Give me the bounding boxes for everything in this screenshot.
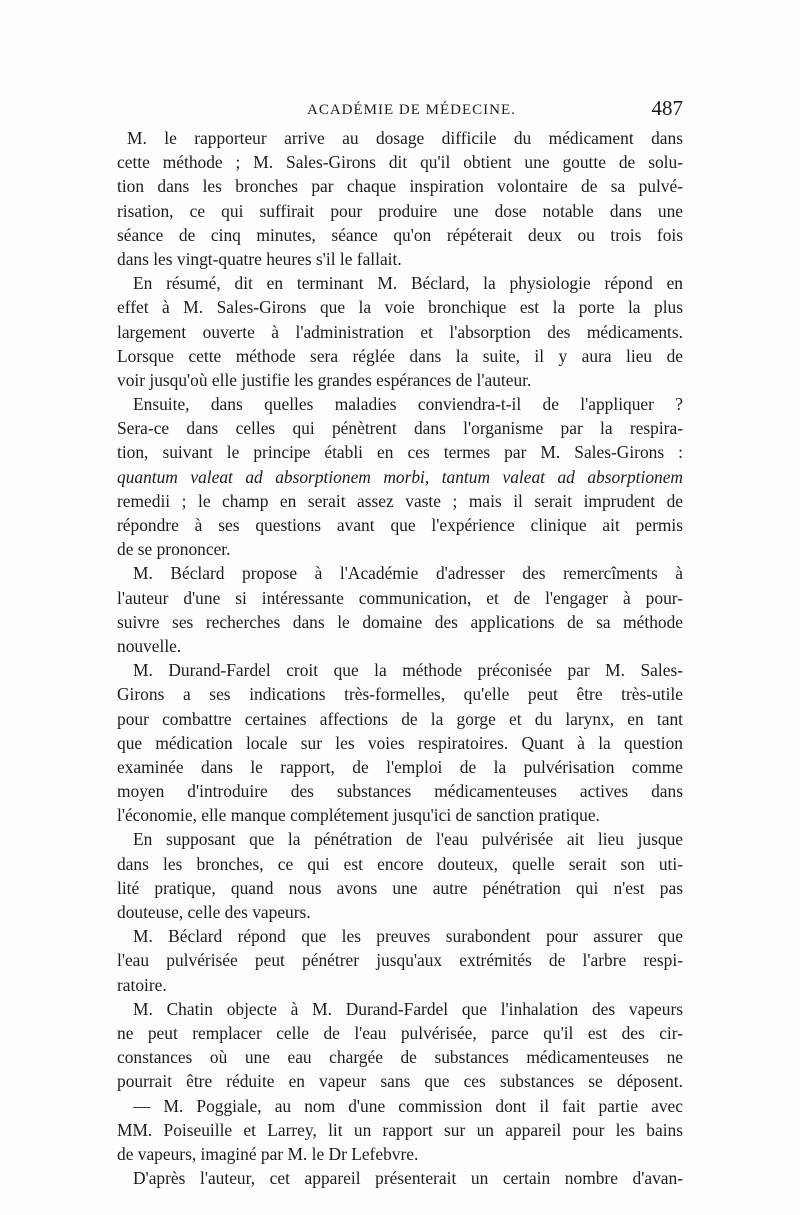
text-line: Ensuite, dans quelles maladies conviendra-t-il de l'appliquer ? [133,394,683,415]
text-line: pour combattre certaines affections de la gorge et du larynx, en tant [117,708,683,729]
running-head: ACADÉMIE DE MÉDECINE. [307,102,516,118]
text-line: D'après l'auteur, cet appareil présenterait un certain nombre d'avan- [133,1168,683,1189]
text-line: M. Béclard répond que les preuves surabondent pour assurer que [133,926,683,947]
text-line: cette méthode ; M. Sales-Girons dit qu'il obtient une goutte de solu- [117,152,683,173]
text-line: MM. Poiseuille et Larrey, lit un rapport sur un appareil pour les bains [117,1119,683,1140]
text-line: remedii ; le champ en serait assez vaste ; mais il serait imprudent de [117,490,683,511]
text-line: l'eau pulvérisée peut pénétrer jusqu'aux extrémités de l'arbre respi- [117,950,683,971]
text-line: que médication locale sur les voies respiratoires. Quant à la question [117,732,683,753]
text-line: voir jusqu'où elle justifie les grandes espérances de l'auteur. [117,369,532,390]
text-line: En résumé, dit en terminant M. Béclard, la physiologie répond en [133,273,683,294]
text-line: ratoire. [117,974,167,995]
text-line: nouvelle. [117,635,182,656]
text-line: répondre à ses questions avant que l'expérience clinique ait permis [117,515,683,535]
page-number: 487 [651,96,683,120]
text-line: effet à M. Sales-Girons que la voie bronchique est la porte la plus [117,297,683,318]
text-line: largement ouverte à l'administration et l'absorption des médicaments. [117,321,683,342]
text-line: examinée dans le rapport, de l'emploi de la pulvérisation comme [117,756,683,777]
text-line: pourrait être réduite en vapeur sans que ces substances se déposent. [117,1071,683,1092]
text-line: Lorsque cette méthode sera réglée dans la suite, il y aura lieu de [117,345,683,366]
text-line: M. Chatin objecte à M. Durand-Fardel que l'inhalation des vapeurs [133,998,683,1019]
text-line: Sera-ce dans celles qui pénètrent dans l'organisme par la respira- [117,418,683,439]
text-line: tion dans les bronches par chaque inspiration volontaire de sa pulvé- [117,176,683,197]
text-line: moyen d'introduire des substances médicamenteuses actives dans [117,781,683,802]
text-line: douteuse, celle des vapeurs. [117,902,311,922]
text-line: Girons a ses indications très-formelles, qu'elle peut être très-utile [117,684,683,705]
text-line: — M. Poggiale, au nom d'une commission dont il fait partie avec [133,1095,683,1116]
text-line: suivre ses recherches dans le domaine des applications de sa méthode [117,611,683,632]
text-line: dans les vingt-quatre heures s'il le fallait. [117,248,402,269]
text-line: tion, suivant le principe établi en ces termes par M. Sales-Girons : [117,442,683,463]
latin-quote: quantum valeat ad absorptionem morbi, tantum valeat ad absorptionem [117,466,683,487]
body-text [117,126,683,1190]
text-line: de vapeurs, imaginé par M. le Dr Lefebvre. [117,1143,419,1164]
text-line: lité pratique, quand nous avons une autre pénétration qui n'est pas [117,877,683,898]
text-line: dans les bronches, ce qui est encore douteux, quelle serait son uti- [117,853,683,874]
text-line: M. le rapporteur arrive au dosage difficile du médicament dans [127,128,683,148]
page-header [117,96,683,124]
text-line: l'économie, elle manque complétement jusqu'ici de sanction pratique. [117,805,600,826]
text-line-italic [117,465,683,489]
text-line: constances où une eau chargée de substances médicamenteuses ne [117,1047,683,1068]
text-line: M. Béclard propose à l'Académie d'adresser des remercîments à [133,563,683,584]
text-line: M. Durand-Fardel croit que la méthode préconisée par M. Sales- [133,660,683,681]
text-line: séance de cinq minutes, séance qu'on répéterait deux ou trois fois [117,224,683,245]
text-line: En supposant que la pénétration de l'eau pulvérisée ait lieu jusque [133,829,683,850]
text-line: ne peut remplacer celle de l'eau pulvérisée, parce qu'il est des cir- [117,1022,683,1043]
text-line: de se prononcer. [117,539,231,560]
text-line: risation, ce qui suffirait pour produire une dose notable dans une [117,200,683,221]
text-line: l'auteur d'une si intéressante communication, et de l'engager à pour- [117,587,683,608]
